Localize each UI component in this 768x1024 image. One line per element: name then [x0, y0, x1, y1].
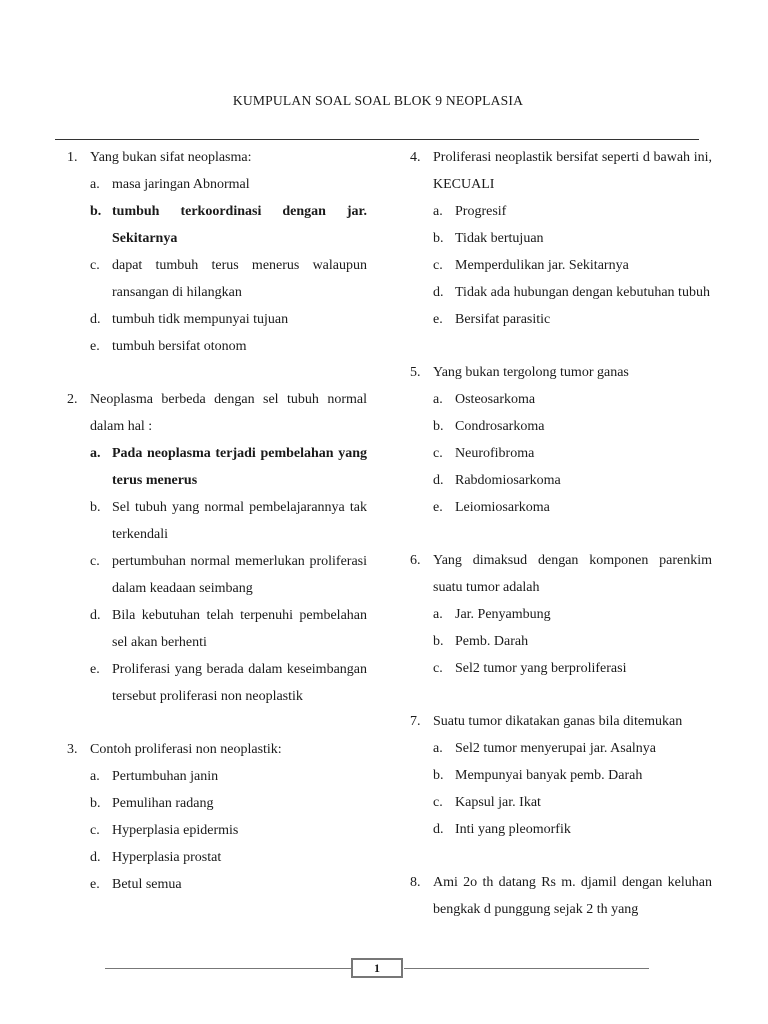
- option-letter: c.: [433, 661, 443, 676]
- option-letter: d.: [433, 822, 444, 837]
- option-letter: e.: [90, 662, 100, 677]
- question-number: 2.: [67, 392, 78, 407]
- option-text: Progresif: [455, 204, 507, 219]
- option-text: Proliferasi yang berada dalam keseimbangan tersebut proliferasi non neoplastik: [112, 662, 367, 704]
- option-list: [67, 763, 367, 898]
- option-list: [410, 386, 712, 521]
- option-letter: a.: [433, 204, 443, 219]
- question-text: Neoplasma berbeda dengan sel tubuh normal dalam hal :: [90, 392, 367, 434]
- option-letter: e.: [433, 312, 443, 327]
- option-text: Bila kebutuhan telah terpenuhi pembelahan sel akan berhenti: [112, 608, 367, 650]
- answer-option: [410, 735, 712, 762]
- option-text: tumbuh tidk mempunyai tujuan: [112, 312, 289, 327]
- answer-option-marked: [67, 198, 367, 252]
- question-text: Contoh proliferasi non neoplastik:: [90, 742, 282, 757]
- question-number: 4.: [410, 150, 421, 165]
- answer-option: [67, 763, 367, 790]
- option-text: Hyperplasia prostat: [112, 850, 222, 865]
- option-letter: d.: [90, 608, 101, 623]
- option-letter: e.: [90, 339, 100, 354]
- option-text: Tidak bertujuan: [455, 231, 544, 246]
- question-stem: [410, 144, 712, 198]
- question-4: [410, 144, 712, 333]
- answer-option: [410, 494, 712, 521]
- footer-line-left: [105, 968, 352, 969]
- question-5: [410, 359, 712, 521]
- answer-option: [410, 279, 712, 306]
- question-stem: [67, 144, 367, 171]
- option-letter: b.: [90, 796, 101, 811]
- question-number: 1.: [67, 150, 78, 165]
- option-text: Sel2 tumor yang berproliferasi: [455, 661, 627, 676]
- option-text: masa jaringan Abnormal: [112, 177, 250, 192]
- option-text: Osteosarkoma: [455, 392, 536, 407]
- option-text: Inti yang pleomorfik: [455, 822, 571, 837]
- answer-option: [410, 789, 712, 816]
- option-letter: a.: [90, 177, 100, 192]
- option-letter: b.: [90, 204, 102, 219]
- option-letter: e.: [90, 877, 100, 892]
- question-stem: [410, 869, 712, 923]
- answer-option: [67, 494, 367, 548]
- answer-option: [410, 198, 712, 225]
- question-text: Proliferasi neoplastik bersifat seperti d bawah ini, KECUALI: [433, 150, 712, 192]
- option-text: Hyperplasia epidermis: [112, 823, 239, 838]
- option-letter: a.: [433, 607, 443, 622]
- option-text: dapat tumbuh terus menerus walaupun ransangan di hilangkan: [112, 258, 367, 300]
- option-letter: b.: [433, 231, 444, 246]
- answer-option: [410, 306, 712, 333]
- question-text: Ami 2o th datang Rs m. djamil dengan keluhan bengkak d punggung sejak 2 th yang: [433, 875, 712, 917]
- option-text: Mempunyai banyak pemb. Darah: [455, 768, 643, 783]
- option-letter: d.: [90, 850, 101, 865]
- answer-option: [410, 655, 712, 682]
- option-letter: b.: [433, 634, 444, 649]
- question-text: Yang bukan tergolong tumor ganas: [433, 365, 629, 380]
- option-letter: b.: [433, 419, 444, 434]
- question-8: [410, 869, 712, 923]
- answer-option: [67, 171, 367, 198]
- option-text: Sel2 tumor menyerupai jar. Asalnya: [455, 741, 657, 756]
- answer-option: [67, 306, 367, 333]
- question-6: [410, 547, 712, 682]
- answer-option: [67, 252, 367, 306]
- option-letter: c.: [90, 258, 100, 273]
- option-text: Neurofibroma: [455, 446, 535, 461]
- answer-option: [410, 440, 712, 467]
- option-letter: a.: [90, 446, 101, 461]
- answer-option: [67, 844, 367, 871]
- answer-option: [67, 333, 367, 360]
- answer-option: [410, 816, 712, 843]
- answer-option: [67, 871, 367, 898]
- question-text: Yang bukan sifat neoplasma:: [90, 150, 252, 165]
- question-text: Yang dimaksud dengan komponen parenkim suatu tumor adalah: [433, 553, 712, 595]
- option-text: Jar. Penyambung: [455, 607, 551, 622]
- option-text: Bersifat parasitic: [455, 312, 551, 327]
- option-letter: d.: [433, 473, 444, 488]
- answer-option: [67, 548, 367, 602]
- option-letter: c.: [433, 258, 443, 273]
- option-list: [67, 440, 367, 710]
- option-text: Tidak ada hubungan dengan kebutuhan tubuh: [455, 285, 710, 300]
- answer-option: [410, 252, 712, 279]
- option-letter: c.: [433, 446, 443, 461]
- option-letter: a.: [433, 741, 443, 756]
- answer-option: [67, 656, 367, 710]
- question-3: [67, 736, 367, 898]
- document-title: KUMPULAN SOAL SOAL BLOK 9 NEOPLASIA: [232, 93, 524, 108]
- question-number: 7.: [410, 714, 421, 729]
- question-stem: [67, 386, 367, 440]
- answer-option: [410, 601, 712, 628]
- option-text: Kapsul jar. Ikat: [455, 795, 541, 810]
- answer-option: [67, 817, 367, 844]
- option-list: [410, 601, 712, 682]
- answer-option: [410, 386, 712, 413]
- question-1: [67, 144, 367, 360]
- option-list: [410, 198, 712, 333]
- option-text: Pemb. Darah: [455, 634, 529, 649]
- option-letter: e.: [433, 500, 443, 515]
- option-text: Leiomiosarkoma: [455, 500, 550, 515]
- question-number: 6.: [410, 553, 421, 568]
- left-column: [67, 144, 367, 898]
- answer-option-marked: [67, 440, 367, 494]
- answer-option: [410, 467, 712, 494]
- page-number: 1: [351, 958, 403, 978]
- option-letter: a.: [433, 392, 443, 407]
- option-text: pertumbuhan normal memerlukan proliferasi dalam keadaan seimbang: [112, 554, 367, 596]
- answer-option: [410, 762, 712, 789]
- answer-option: [410, 628, 712, 655]
- option-text: tumbuh bersifat otonom: [112, 339, 247, 354]
- option-list: [67, 171, 367, 360]
- option-letter: d.: [433, 285, 444, 300]
- option-letter: c.: [90, 554, 100, 569]
- answer-option: [67, 602, 367, 656]
- answer-option: [410, 413, 712, 440]
- question-text: Suatu tumor dikatakan ganas bila ditemukan: [433, 714, 683, 729]
- question-7: [410, 708, 712, 843]
- right-column: [410, 144, 712, 923]
- question-stem: [410, 708, 712, 735]
- option-text: Pertumbuhan janin: [112, 769, 219, 784]
- option-letter: b.: [90, 500, 101, 515]
- option-letter: c.: [90, 823, 100, 838]
- question-number: 8.: [410, 875, 421, 890]
- question-number: 5.: [410, 365, 421, 380]
- option-text: Pada neoplasma terjadi pembelahan yang terus menerus: [112, 446, 367, 488]
- question-stem: [410, 547, 712, 601]
- question-2: [67, 386, 367, 710]
- option-letter: b.: [433, 768, 444, 783]
- question-number: 3.: [67, 742, 78, 757]
- option-text: Rabdomiosarkoma: [455, 473, 561, 488]
- answer-option: [67, 790, 367, 817]
- question-stem: [67, 736, 367, 763]
- footer-line-right: [404, 968, 649, 969]
- option-letter: c.: [433, 795, 443, 810]
- option-text: Betul semua: [112, 877, 182, 892]
- option-list: [410, 735, 712, 843]
- question-stem: [410, 359, 712, 386]
- option-text: Sel tubuh yang normal pembelajarannya tak terkendali: [112, 500, 367, 542]
- option-text: Condrosarkoma: [455, 419, 545, 434]
- option-letter: a.: [90, 769, 100, 784]
- title-rule: [55, 139, 699, 140]
- option-text: Pemulihan radang: [112, 796, 214, 811]
- answer-option: [410, 225, 712, 252]
- option-text: Memperdulikan jar. Sekitarnya: [455, 258, 629, 273]
- option-text: tumbuh terkoordinasi dengan jar. Sekitarnya: [112, 204, 367, 246]
- option-letter: d.: [90, 312, 101, 327]
